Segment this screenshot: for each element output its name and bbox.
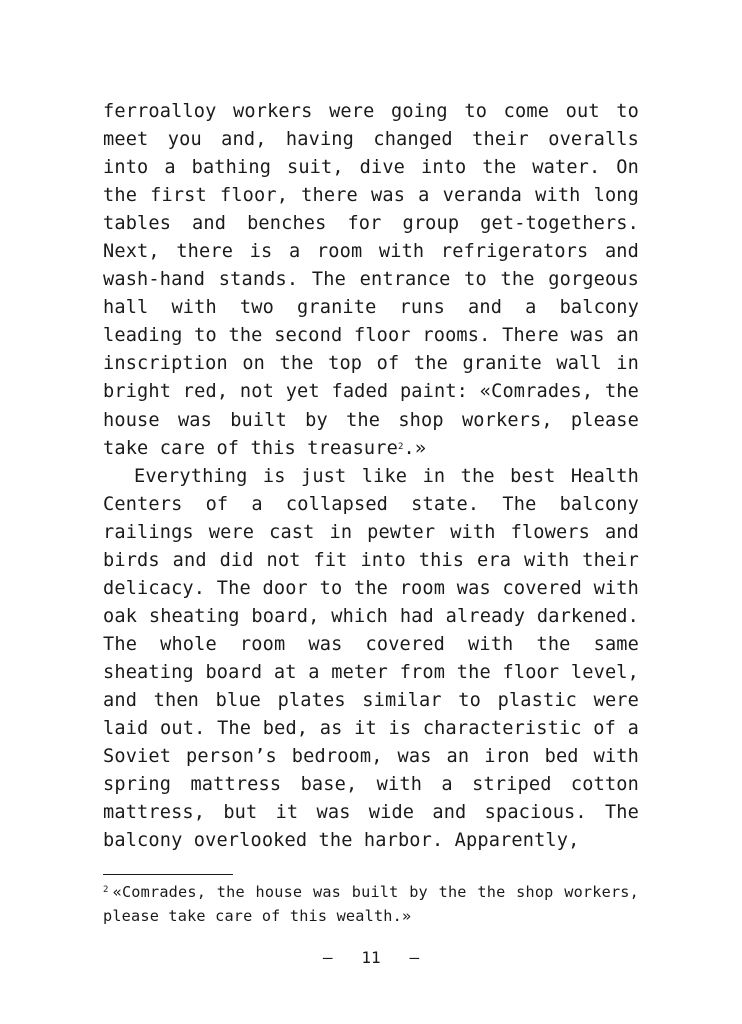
paragraph-1 (103, 98, 639, 463)
footnote-text: «Comrades, the house was built by the the shop workers, please take care of this wealth.» (103, 883, 639, 925)
footnote (103, 880, 639, 928)
paragraph-1-text: ferroalloy workers were going to come out to meet you and, having changed their overalls into a bathing suit, dive into the water. On the first floor, there was a veranda with long tables and benches for group get-togethers. Next, there is a room with refrigerators and wash-hand stands. The entrance to the gorgeous hall with two granite runs and a balcony leading to the second floor rooms. There was an inscription on the top of the granite wall in bright red, not yet faded paint: «Comrades, the house was built by the shop workers, please take care of this treasure (103, 101, 639, 459)
paragraph-2: Everything is just like in the best Health Centers of a collapsed state. The balcony railings were cast in pewter with flowers and birds and did not fit into this era with their delicacy. The door to the room was covered with oak sheating board, which had already darkened. The whole room was covered with the same sheating board at a meter from the floor level, and then blue plates similar to plastic were laid out. The bed, as it is characteristic of a Soviet person’s bedroom, was an iron bed with spring mattress base, with a striped cotton mattress, but it was wide and spacious. The balcony overlooked the harbor. Apparently, (103, 465, 639, 852)
footnote-separator (103, 874, 233, 875)
body-text (103, 98, 639, 855)
footnote-paragraph (103, 880, 639, 928)
footnote-marker: 2 (103, 885, 109, 895)
page-number: – 11 – (322, 948, 420, 967)
paragraph-1-ending: .» (403, 437, 427, 459)
footnote-reference: 2 (397, 441, 404, 452)
